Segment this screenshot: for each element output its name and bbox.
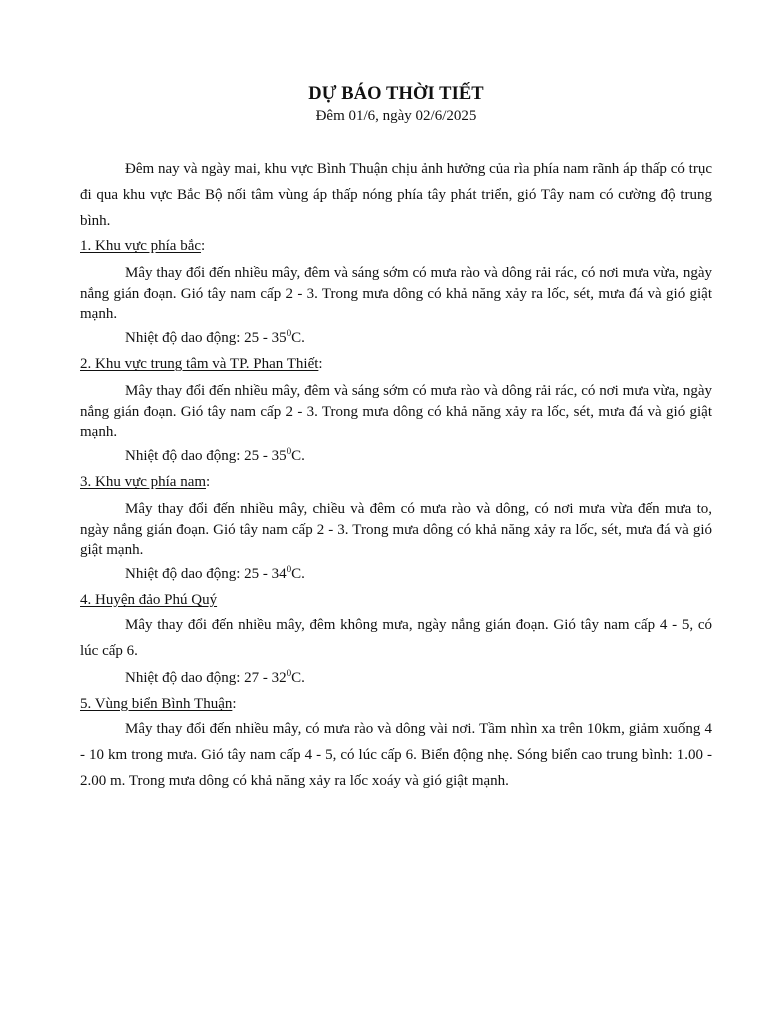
temperature-unit: C <box>291 448 302 464</box>
intro-paragraph: Đêm nay và ngày mai, khu vực Bình Thuận chịu ảnh hưởng của rìa phía nam rãnh áp thấp có trục đi qua khu vực Bắc Bộ nối tâm vùng áp thấp nóng phía tây phát triển, gió Tây nam có cường độ trung bình. <box>80 161 712 229</box>
temperature-text: Nhiệt độ dao động: 25 - 35 <box>125 330 287 346</box>
section-heading-colon: : <box>232 696 237 712</box>
document-title: DỰ BÁO THỜI TIẾT <box>308 84 484 104</box>
section-3-heading <box>80 474 210 491</box>
section-heading-text: 2. Khu vực trung tâm và TP. Phan Thiết <box>80 356 319 372</box>
section-1-heading <box>80 238 205 255</box>
section-heading-text: 5. Vùng biển Bình Thuận <box>80 696 233 712</box>
temperature-unit: C <box>291 566 302 582</box>
temperature-unit: C <box>291 330 302 346</box>
section-5-heading <box>80 696 237 713</box>
section-2-heading <box>80 356 323 373</box>
section-heading-text: 4. Huyện đảo Phú Quý <box>80 592 218 608</box>
degree-mark: 0 <box>286 446 292 456</box>
temperature-unit: C <box>291 670 302 686</box>
temperature-text: Nhiệt độ dao động: 25 - 35 <box>125 448 287 464</box>
section-heading-text: 1. Khu vực phía bắc <box>80 238 202 254</box>
section-1-text: Mây thay đổi đến nhiều mây, đêm và sáng sớm có mưa rào và dông rải rác, có nơi mưa vừa, ngày nắng gián đoạn. Gió tây nam cấp 2 - 3. Trong mưa dông có khả năng xảy ra lốc, sét, mưa đá và gió giật mạnh. <box>80 265 712 322</box>
temperature-text: Nhiệt độ dao động: 27 - 32 <box>125 670 287 686</box>
section-4-text: Mây thay đổi đến nhiều mây, đêm không mưa, ngày nắng gián đoạn. Gió tây nam cấp 4 - 5, có lúc cấp 6. <box>80 617 712 659</box>
section-2-text: Mây thay đổi đến nhiều mây, đêm và sáng sớm có mưa rào và dông rải rác, có nơi mưa vừa, ngày nắng gián đoạn. Gió tây nam cấp 2 - 3. Trong mưa dông có khả năng xảy ra lốc, sét, mưa đá và gió giật mạnh. <box>80 383 712 440</box>
degree-mark: 0 <box>286 668 292 678</box>
section-1-temperature: Nhiệt độ dao động: $25 - 35^0C$. <box>125 328 305 346</box>
section-3-text: Mây thay đổi đến nhiều mây, chiều và đêm có mưa rào và dông, có nơi mưa vừa đến mưa to, ngày nắng gián đoạn. Gió tây nam cấp 2 - 3. Trong mưa dông có khả năng xảy ra lốc, sét, mưa đá và gió giật mạnh. <box>80 501 712 558</box>
section-2-temperature: Nhiệt độ dao động: $25 - 35^0C$. <box>125 446 305 464</box>
temperature-text: Nhiệt độ dao động: 25 - 34 <box>125 566 287 582</box>
section-heading-colon: : <box>206 474 211 490</box>
section-4-temperature: Nhiệt độ dao động: $27 - 32^0C$. <box>125 668 305 686</box>
section-heading-colon: : <box>318 356 323 372</box>
section-4-heading <box>80 592 217 609</box>
section-heading-text: 3. Khu vực phía nam <box>80 474 207 490</box>
section-5-text: Mây thay đổi đến nhiều mây, có mưa rào và dông vài nơi. Tầm nhìn xa trên 10km, giảm xuống 4 - 10 km trong mưa. Gió tây nam cấp 4 - 5, có lúc cấp 6. Biển động nhẹ. Sóng biển cao trung bình: 1.00 - 2.00 m. Trong mưa dông có khả năng xảy ra lốc xoáy và gió giật mạnh. <box>80 721 712 789</box>
degree-mark: 0 <box>286 564 292 574</box>
section-heading-colon: : <box>201 238 206 254</box>
degree-mark: 0 <box>286 328 292 338</box>
section-3-temperature: Nhiệt độ dao động: $25 - 34^0C$. <box>125 564 305 582</box>
document-subtitle: Đêm 01/6, ngày 02/6/2025 <box>315 108 477 124</box>
